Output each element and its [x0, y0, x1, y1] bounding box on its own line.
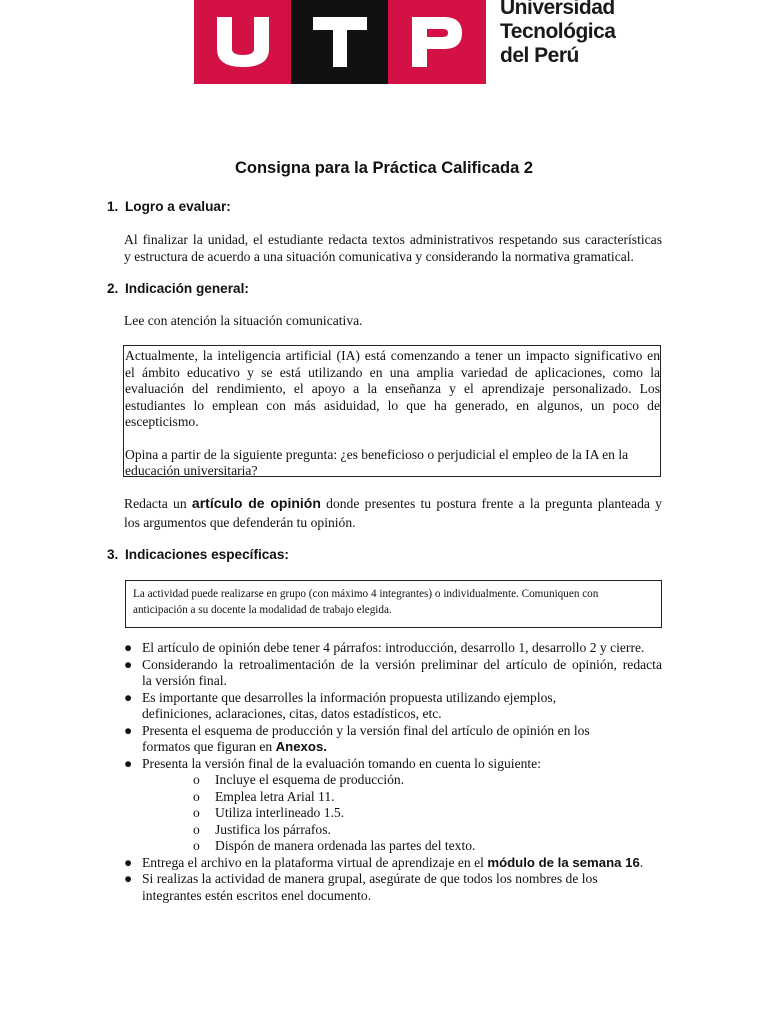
list-item-text: definiciones, aclaraciones, citas, datos estadísticos, etc. [142, 706, 442, 721]
list-item [124, 657, 662, 690]
section3-number: 3. [107, 547, 119, 562]
paragraph-line: y estructura de acuerdo a una situación comunicativa y considerando la normativa gramatical. [124, 248, 634, 264]
list-item [124, 855, 662, 872]
sub-list-item [124, 838, 662, 855]
bullet-icon: ● [124, 689, 133, 705]
bullet-icon: ● [124, 871, 133, 886]
bullet-icon: ● [124, 755, 133, 771]
section2-heading-text: Indicación general: [125, 281, 249, 296]
bullet-icon: ● [124, 656, 133, 672]
list-item-text: Presenta el esquema de producción y la versión final del artículo de opinión en los [142, 722, 590, 738]
bullet-icon: ● [124, 640, 133, 655]
list-item-text: Considerando la retroalimentación de la versión preliminar del artículo de opinión, redacta [142, 656, 662, 672]
sub-list-item [124, 789, 662, 806]
list-item-text-part: formatos que figuran en [142, 739, 276, 754]
sub-bullet-icon: o [193, 772, 200, 787]
section2-intro: Lee con atención la situación comunicativa. [124, 313, 363, 328]
logo-name-line: Universidad [500, 0, 615, 19]
box-line: educación universitaria? [125, 463, 258, 478]
logo-letter-p-icon [412, 17, 462, 67]
section1-heading-text: Logro a evaluar: [125, 199, 231, 214]
section1-paragraph [124, 232, 662, 265]
group-note-box [125, 580, 662, 628]
list-item [124, 640, 662, 657]
list-item [124, 690, 662, 723]
sub-list-item [124, 772, 662, 789]
section2-number: 2. [107, 281, 119, 296]
bullet-list [124, 640, 662, 904]
logo-block-t [291, 0, 388, 84]
paragraph-line: Al finalizar la unidad, el estudiante redacta textos administrativos respetando sus características [124, 232, 662, 247]
section1-heading [107, 199, 231, 214]
task-text: Redacta un [124, 496, 192, 511]
sub-bullet-icon: o [193, 838, 200, 853]
logo-university-name [500, 0, 640, 68]
section1-number: 1. [107, 199, 119, 214]
list-item-text: Es importante que desarrolles la información propuesta utilizando ejemplos, [142, 689, 557, 705]
task-paragraph [124, 494, 662, 532]
sub-list-item-text: Incluye el esquema de producción. [215, 772, 405, 787]
sub-list-item-text: Justifica los párrafos. [215, 821, 331, 837]
note-line: anticipación a su docente la modalidad de trabajo elegida. [133, 604, 392, 616]
logo-name-line: del Perú [500, 44, 579, 67]
sub-list-item [124, 805, 662, 822]
sub-list-item [124, 822, 662, 839]
sub-bullet-icon: o [193, 821, 200, 837]
note-line: La actividad puede realizarse en grupo (con máximo 4 integrantes) o individualmente. Comuniquen con [133, 588, 599, 600]
box-line: evaluación del rendimiento, el apoyo a la enseñanza y el aprendizaje personalizado. Los [125, 381, 660, 396]
bullet-icon: ● [124, 722, 133, 738]
situation-paragraph [125, 348, 660, 431]
bullet-icon: ● [124, 854, 133, 870]
list-item-text-part: . [639, 854, 644, 870]
sub-bullet-icon: o [193, 788, 200, 804]
utp-logo [194, 0, 634, 84]
logo-block-p [388, 0, 486, 84]
logo-letter-blocks [194, 0, 486, 84]
section3-heading [107, 547, 289, 562]
list-item-text [142, 739, 662, 756]
list-item [124, 723, 662, 756]
sub-bullet-icon: o [193, 805, 200, 820]
sub-list-item-text: Emplea letra Arial 11. [215, 788, 335, 804]
sub-list-item-text: Utiliza interlineado 1.5. [215, 805, 345, 820]
list-item [124, 756, 662, 773]
task-text: donde presentes tu postura frente a la pregunta planteada y [320, 496, 662, 511]
list-item-text: Si realizas la actividad de manera grupal, asegúrate de que todos los nombres de los [142, 871, 598, 886]
list-item [124, 871, 662, 904]
logo-name-line: Tecnológica [500, 20, 616, 43]
paragraph-line: los argumentos que defenderán tu opinión. [124, 515, 356, 530]
section3-heading-text: Indicaciones específicas: [125, 547, 289, 562]
list-item-text: integrantes estén escritos enel documento. [142, 887, 372, 903]
list-item-text: Presenta la versión final de la evaluación tomando en cuenta lo siguiente: [142, 755, 541, 771]
box-line: estudiantes lo emplean con más asiduidad, lo que ha generado, en algunos, un poco de [125, 397, 660, 413]
list-item-bold-text: módulo de la semana 16 [487, 854, 640, 870]
logo-letter-u-icon [217, 17, 269, 67]
list-item-text: El artículo de opinión debe tener 4 párrafos: introducción, desarrollo 1, desarrollo 2 y cierre. [142, 640, 645, 655]
list-item-text: la versión final. [142, 673, 227, 688]
box-line: el ámbito educativo y se está utilizando en una amplia variedad de aplicaciones, como la [125, 364, 660, 380]
situation-box [123, 345, 661, 477]
logo-letter-t-icon [313, 17, 367, 67]
box-line: escepticismo. [125, 414, 199, 429]
paragraph-line [124, 494, 662, 513]
logo-block-u [194, 0, 291, 84]
section2-heading [107, 281, 249, 296]
box-line: Actualmente, la inteligencia artificial (IA) está comenzando a tener un impacto significativo en [125, 348, 660, 363]
question-paragraph [125, 447, 660, 480]
list-item-text-part: Entrega el archivo en la plataforma virtual de aprendizaje en el [142, 854, 488, 870]
list-item-text [142, 855, 662, 872]
document-title: Consigna para la Práctica Calificada 2 [234, 159, 534, 177]
task-bold-text: artículo de opinión [191, 495, 321, 511]
list-item-bold-text: Anexos. [275, 739, 327, 754]
sub-list-item-text: Dispón de manera ordenada las partes del texto. [215, 838, 476, 853]
box-line: Opina a partir de la siguiente pregunta: ¿es beneficioso o perjudicial el empleo de la IA en la [125, 446, 629, 462]
